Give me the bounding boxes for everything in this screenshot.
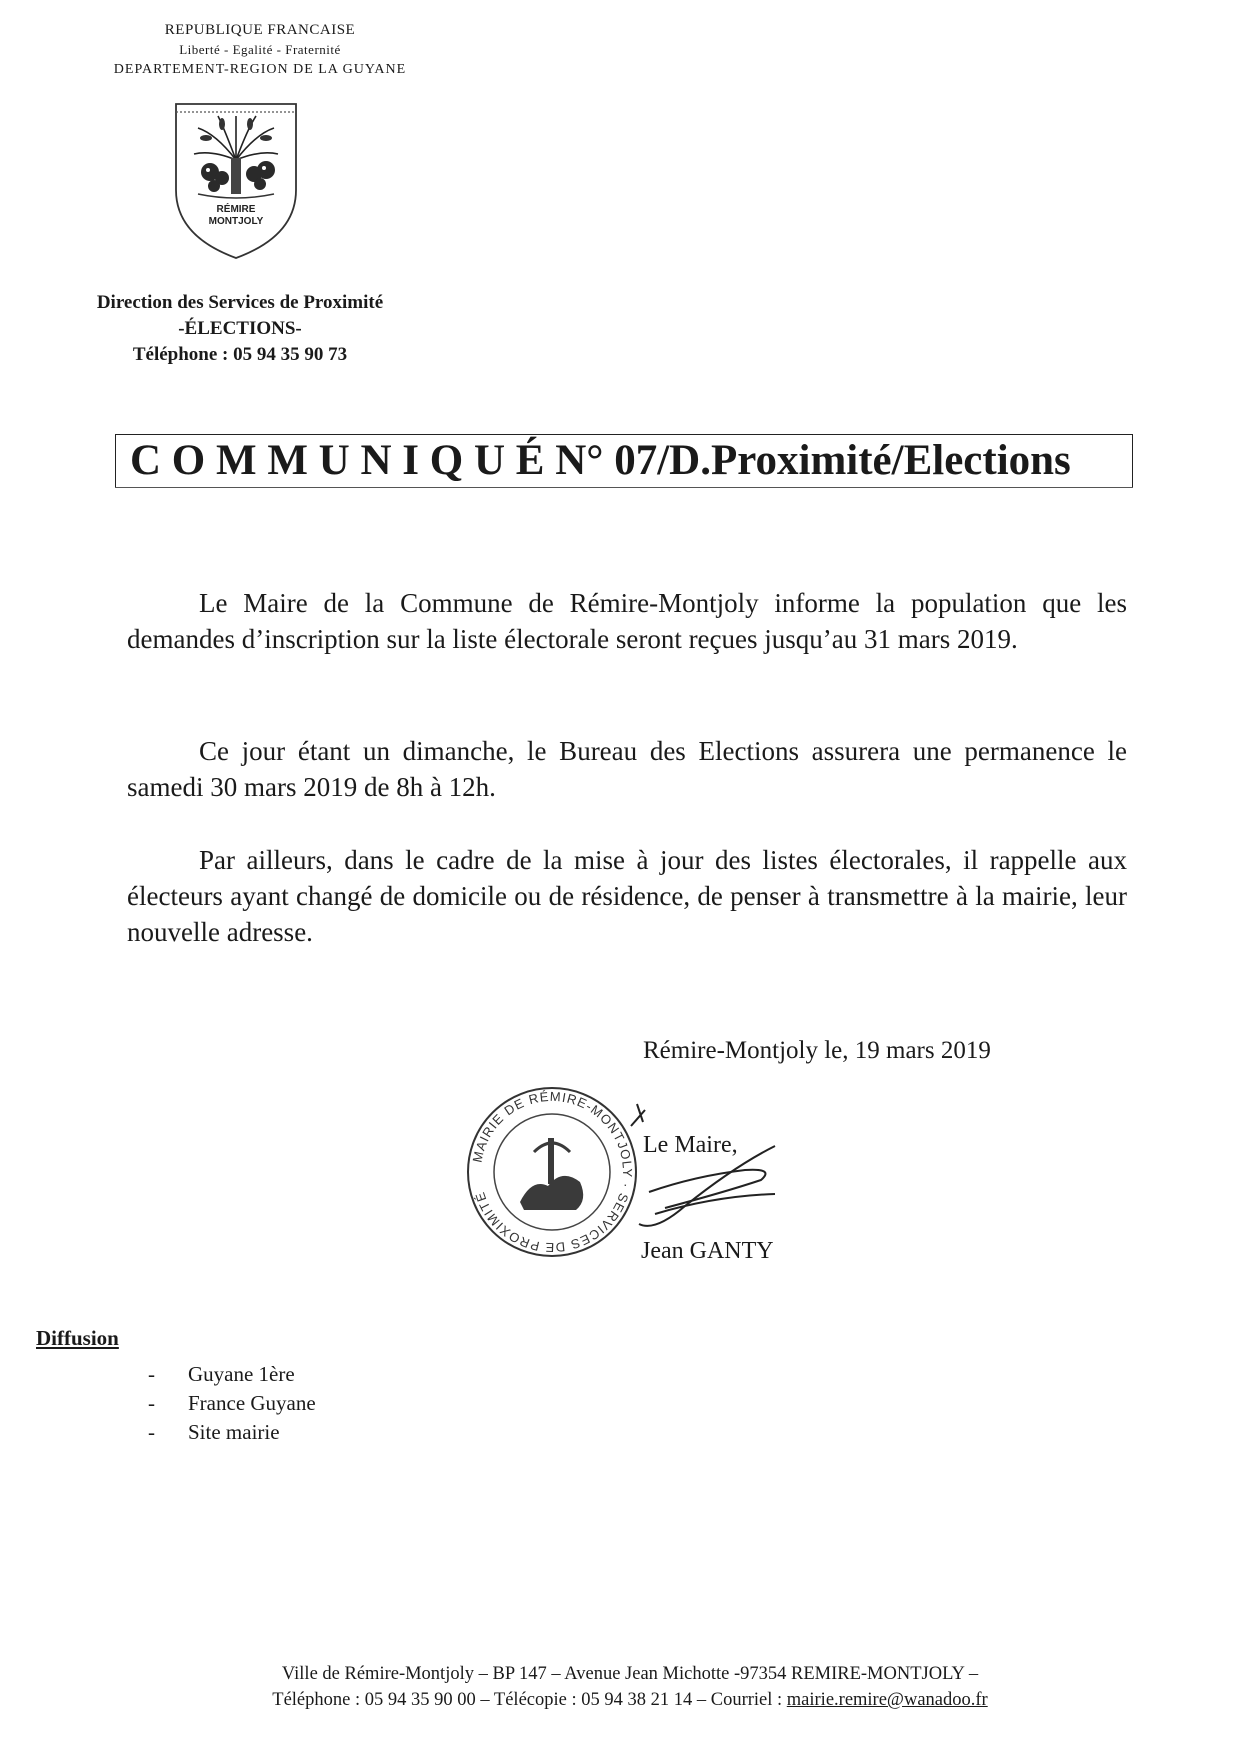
communique-title: C O M M U N I Q U É N° 07/D.Proximité/Elections <box>130 437 1071 484</box>
footer-email-link[interactable]: mairie.remire@wanadoo.fr <box>786 1690 988 1710</box>
footer-contact <box>100 1687 1160 1713</box>
footer-phone-fax: Téléphone : 05 94 35 90 00 – Télécopie : 05 94 38 21 14 – Courriel : <box>272 1690 783 1710</box>
diffusion-item-label: France Guyane <box>188 1391 316 1415</box>
diffusion-item-label: Guyane 1ère <box>188 1362 295 1386</box>
service-label: -ÉLECTIONS- <box>178 318 302 339</box>
devise-label: Liberté - Egalité - Fraternité <box>179 42 341 57</box>
region-label: DEPARTEMENT-REGION DE LA GUYANE <box>113 62 407 77</box>
paragraph-2-text: Ce jour étant un dimanche, le Bureau des Elections assurera une permanence le samedi 30 mars 2019 de 8h à 12h. <box>127 736 1127 802</box>
footer-address: Ville de Rémire-Montjoly – BP 147 – Avenue Jean Michotte -97354 REMIRE-MONTJOLY – <box>281 1664 979 1684</box>
official-stamp <box>462 1082 642 1262</box>
phone-label: Téléphone : 05 94 35 90 73 <box>132 344 348 365</box>
signatory-name: Jean GANTY <box>641 1238 774 1264</box>
crest-text-line2: MONTJOLY <box>208 216 264 227</box>
diffusion-item: - France Guyane <box>148 1389 316 1418</box>
crest-text-line1: RÉMIRE <box>216 204 256 215</box>
diffusion-item: - Guyane 1ère <box>148 1360 316 1389</box>
paragraph-3 <box>127 842 1127 950</box>
republique-header <box>80 20 440 80</box>
mayor-signature <box>625 1096 795 1236</box>
diffusion-list <box>148 1360 316 1447</box>
stamp-text: MAIRIE DE RÉMIRE-MONTJOLY · SERVICES DE PROXIMITÉ <box>469 1088 636 1256</box>
department-label: Direction des Services de Proximité <box>96 292 384 313</box>
title-underline <box>115 487 1133 488</box>
paragraph-2 <box>127 733 1127 805</box>
footer <box>100 1661 1160 1713</box>
date-line: Rémire-Montjoly le, 19 mars 2019 <box>643 1037 991 1064</box>
communique-title-box <box>115 434 1133 488</box>
diffusion-item-label: Site mairie <box>188 1420 280 1444</box>
diffusion-title: Diffusion <box>36 1326 119 1350</box>
paragraph-1-text: Le Maire de la Commune de Rémire-Montjoly informe la population que les demandes d’inscription sur la liste électorale seront reçues jusqu’au 31 mars 2019. <box>127 588 1127 654</box>
republique-label: REPUBLIQUE FRANCAISE <box>164 22 356 38</box>
town-crest-logo <box>168 98 304 262</box>
department-block <box>60 290 420 368</box>
paragraph-3-text: Par ailleurs, dans le cadre de la mise à jour des listes électorales, il rappelle aux électeurs ayant changé de domicile ou de résidence, de penser à transmettre à la mairie, leur nouvelle adresse. <box>127 845 1127 947</box>
paragraph-1 <box>127 585 1127 657</box>
diffusion-item: - Site mairie <box>148 1418 316 1447</box>
signatory-role: Le Maire, <box>643 1132 738 1158</box>
